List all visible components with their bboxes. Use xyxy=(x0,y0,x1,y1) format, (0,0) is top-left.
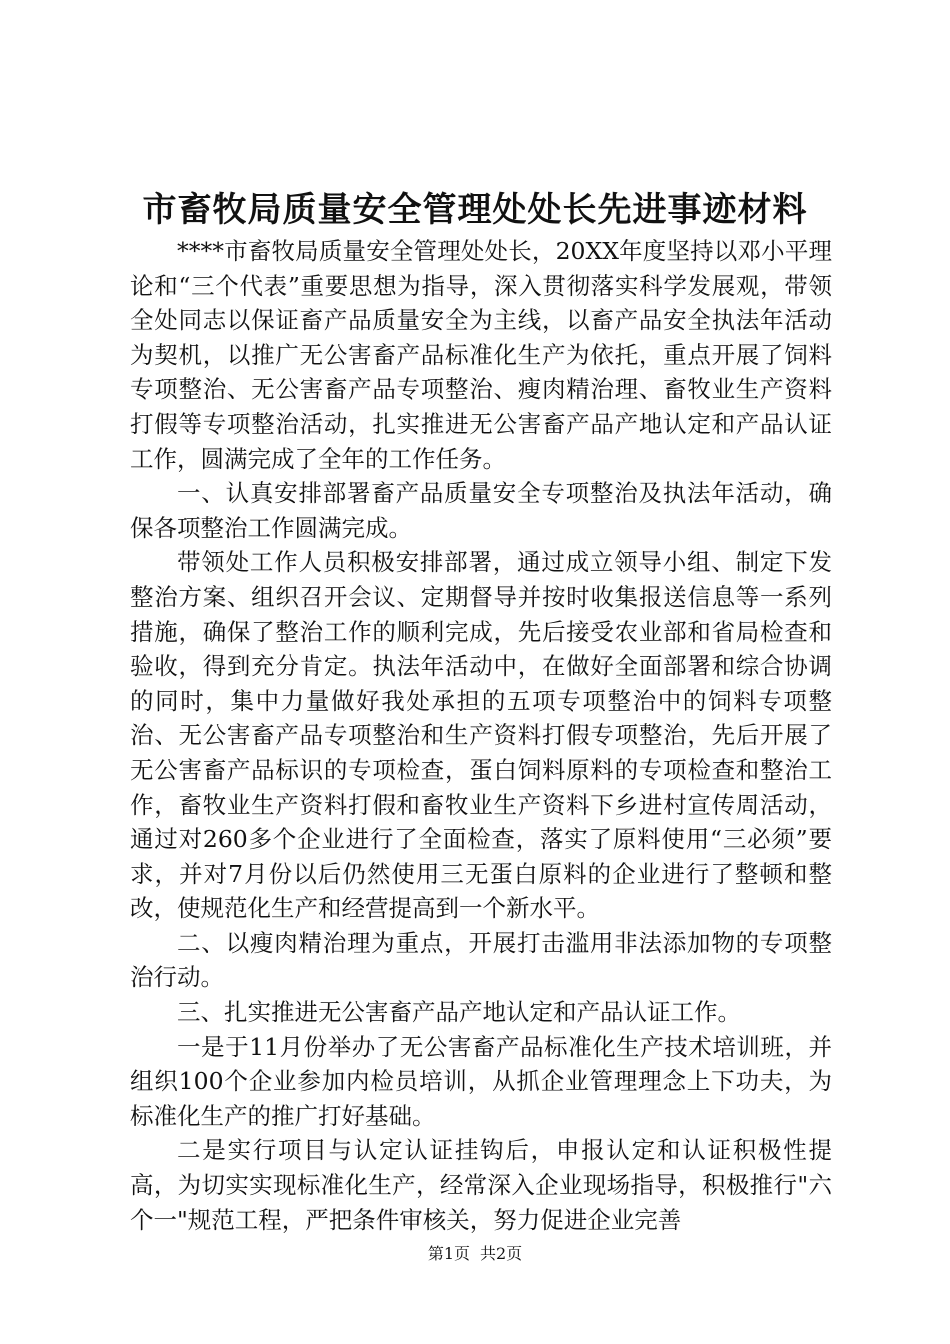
paragraph-section-1-heading: 一、认真安排部署畜产品质量安全专项整治及执法年活动，确保各项整治工作圆满完成。 xyxy=(130,479,832,542)
page-number-total: 共2页 xyxy=(480,1244,523,1263)
paragraph-section-3-item-1: 一是于11月份举办了无公害畜产品标准化生产技术培训班，并组织100个企业参加内检员培训，从抓企业管理理念上下功夫，为标准化生产的推广打好基础。 xyxy=(130,1032,832,1130)
paragraph-intro: ****市畜牧局质量安全管理处处长，20XX年度坚持以邓小平理论和“三个代表”重要思想为指导，深入贯彻落实科学发展观，带领全处同志以保证畜产品质量安全为主线，以畜产品安全执法年活动为契机，以推广无公害畜产品标准化生产为依托，重点开展了饲料专项整治、无公害畜产品专项整治、瘦肉精治理、畜牧业生产资料打假等专项整治活动，扎实推进无公害畜产品产地认定和产品认证工作，圆满完成了全年的工作任务。 xyxy=(130,237,832,473)
page-footer xyxy=(0,1242,950,1266)
document-body xyxy=(130,234,832,1237)
paragraph-section-1-body: 带领处工作人员积极安排部署，通过成立领导小组、制定下发整治方案、组织召开会议、定期督导并按时收集报送信息等一系列措施，确保了整治工作的顺利完成，先后接受农业部和省局检查和验收，得到充分肯定。执法年活动中，在做好全面部署和综合协调的同时，集中力量做好我处承担的五项专项整治中的饲料专项整治、无公害畜产品专项整治和生产资料打假专项整治，先后开展了无公害畜产品标识的专项检查，蛋白饲料原料的专项检查和整治工作，畜牧业生产资料打假和畜牧业生产资料下乡进村宣传周活动，通过对260多个企业进行了全面检查，落实了原料使用“三必须”要求，并对7月份以后仍然使用三无蛋白原料的企业进行了整顿和整改，使规范化生产和经营提高到一个新水平。 xyxy=(130,548,832,923)
paragraph-section-3-item-2: 二是实行项目与认定认证挂钩后，申报认定和认证积极性提高，为切实实现标准化生产，经常深入企业现场指导，积极推行"六个一"规范工程，严把条件审核关，努力促进企业完善 xyxy=(130,1136,832,1234)
page-number-current: 第1页 xyxy=(427,1244,470,1263)
document-title: 市畜牧局质量安全管理处处长先进事迹材料 xyxy=(142,190,808,230)
paragraph-section-2-heading: 二、以瘦肉精治理为重点，开展打击滥用非法添加物的专项整治行动。 xyxy=(130,928,832,992)
paragraph-section-3-heading: 三、扎实推进无公害畜产品产地认定和产品认证工作。 xyxy=(177,998,741,1027)
